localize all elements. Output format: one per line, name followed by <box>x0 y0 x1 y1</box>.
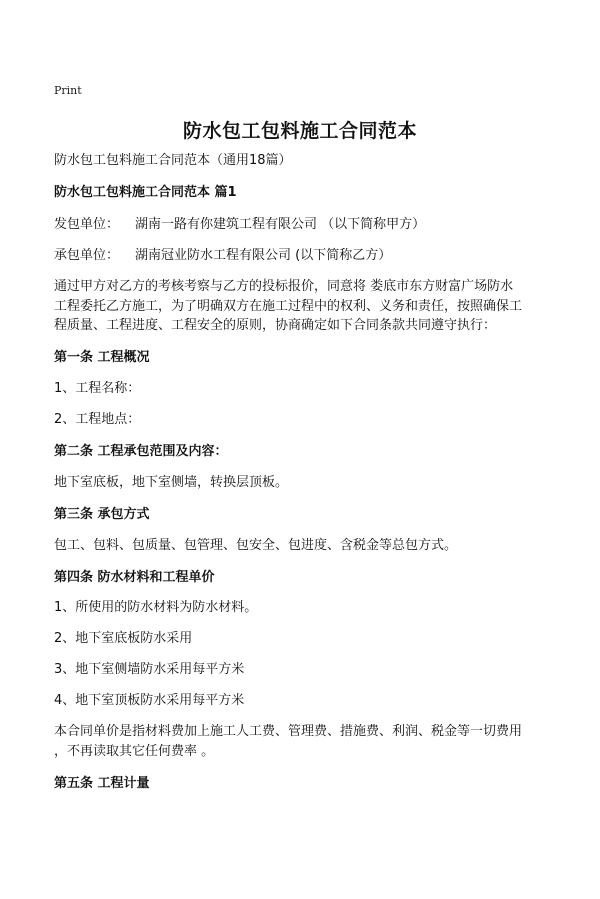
article1-item-2: 2、工程地点： <box>54 412 141 427</box>
party-a-label: 发包单位： <box>54 217 120 232</box>
article4-item-3: 3、地下室侧墙防水采用每平方米 <box>54 662 245 677</box>
intro-line-3: 程质量、工程进度、工程安全的原则，协商确定如下合同条款共同遵守执行： <box>54 318 497 333</box>
print-link[interactable]: Print <box>54 84 82 97</box>
article4-item-4: 4、地下室顶板防水采用每平方米 <box>54 693 245 708</box>
page-title: 防水包工包料施工合同范本 <box>182 120 417 142</box>
party-b-value: 湖南冠业防水工程有限公司 (以下简称乙方） <box>135 248 392 263</box>
article5-heading: 第五条 工程计量 <box>54 776 150 791</box>
article4-item-2: 2、地下室底板防水采用 <box>54 631 193 646</box>
article4-note-line-1: 本合同单价是指材料费加上施工人工费、管理费、措施费、利润、税金等一切费用 <box>54 724 523 739</box>
section-heading: 防水包工包料施工合同范本 篇1 <box>54 185 237 200</box>
party-a-line <box>54 215 554 235</box>
party-b-label: 承包单位： <box>54 248 120 263</box>
article3-text: 包工、包料、包质量、包管理、包安全、包进度、含税金等总包方式。 <box>54 538 458 553</box>
article3-heading: 第三条 承包方式 <box>54 507 150 522</box>
article4-heading: 第四条 防水材料和工程单价 <box>54 570 215 585</box>
party-b-line <box>54 246 554 266</box>
intro-line-2: 工程委托乙方施工，为了明确双方在施工过程中的权利、义务和责任，按照确保工 <box>54 299 523 314</box>
article1-item-1: 1、工程名称： <box>54 381 141 396</box>
intro-line-1: 通过甲方对乙方的考核考察与乙方的投标报价，同意将 娄底市东方财富广场防水 <box>54 279 514 294</box>
subtitle: 防水包工包料施工合同范本（通用18篇） <box>54 153 292 168</box>
article2-text: 地下室底板，地下室侧墙，转换层顶板。 <box>54 475 289 490</box>
article4-note-line-2: ，不再读取其它任何费率 。 <box>54 744 215 759</box>
article1-heading: 第一条 工程概况 <box>54 350 150 365</box>
party-a-value: 湖南一路有你建筑工程有限公司 （以下简称甲方） <box>135 217 426 232</box>
article2-heading: 第二条 工程承包范围及内容： <box>54 444 228 459</box>
article4-item-1: 1、所使用的防水材料为防水材料。 <box>54 600 258 615</box>
